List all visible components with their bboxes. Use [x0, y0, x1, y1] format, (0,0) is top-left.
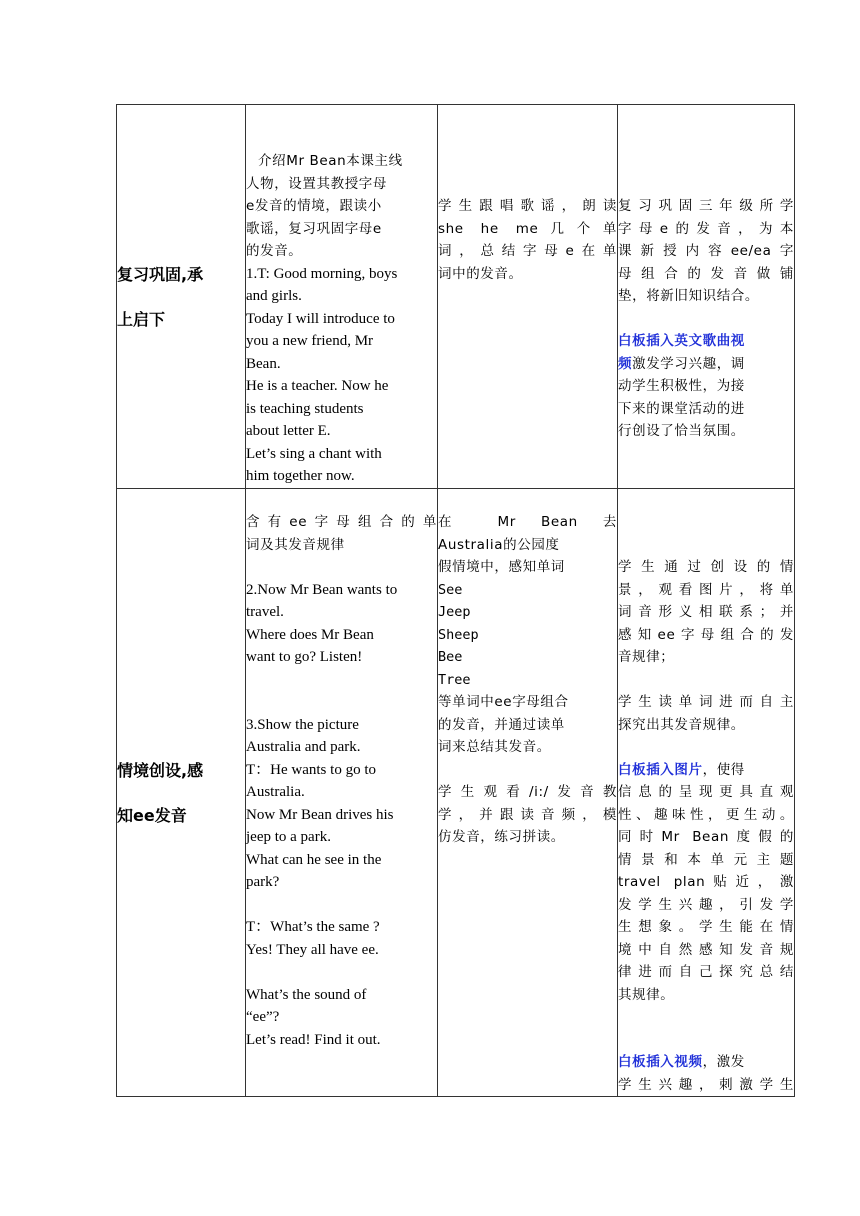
- whiteboard-highlight: 白板插入图片: [618, 761, 703, 778]
- table-row: [117, 489, 795, 1097]
- student-activity-cell: 学生跟唱歌谣，朗读 she he me几个单 词，总结字母e在单 词中的发音。: [438, 105, 618, 489]
- teacher-intro: 介绍Mr Bean本课主线 人物，设置其教授字母 e发音的情境，跟读小 歌谣，复习巩固字母e 的发音。: [246, 153, 403, 259]
- list-item: Bee: [438, 649, 463, 665]
- whiteboard-highlight: 白板插入视频: [618, 1054, 703, 1070]
- teacher-activity-cell: [246, 105, 438, 489]
- stage-line: 知ee发音: [117, 805, 187, 825]
- whiteboard-highlight: 频: [618, 355, 633, 372]
- purpose-cell: 复习巩固三年级所学 字母e的发音，为本 课新授内容ee/ea字 母组合的发音做铺 垫，将新旧知识结合。 白板插入英文歌曲视 频激发学习兴趣，调 动学生积极性，为接 下来的课堂活动的进 行创设了恰当氛围。: [618, 105, 795, 489]
- lesson-plan-table: [116, 104, 795, 1097]
- stage-line: 情境创设,感: [117, 760, 204, 780]
- whiteboard-highlight: 白板插入英文歌曲视: [618, 333, 745, 349]
- stage-cell: [117, 489, 246, 1097]
- stage-line: 上启下: [117, 309, 166, 329]
- teacher-script: 1.T: Good morning, boys and girls. Today I will introduce to you a new friend, Mr Bean. He is a teacher. Now he is teaching students about letter E. Let’s sing a chant with him together now.: [246, 265, 398, 484]
- purpose-cell: 学生通过创设的情 景，观看图片，将单 词音形义相联系；并 感知ee字母组合的发 音规律； 学生读单词进而自主 探究出其发音规律。 白板插入图片，使得 信息的呈现更具直观 性、趣味性，更生动。 同时Mr Bean度假的 情景和本单元主题 travel plan贴近，激 发学生兴趣，引发学 生想象。学生能在情 境中自然感知发音规 律进而自己探究总结 其规律。 白板插入视频，激发 学生兴趣，刺激学生: [618, 489, 795, 1097]
- student-activity-cell: 在 Mr Bean 去 Australia的公园度 假情境中，感知单词 See Jeep Sheep Bee Tree 等单词中ee字母组合 的发音，并通过读单 词来总结其发音。 学生观看/i:/发音教 学，并跟读音频，模 仿发音，练习拼读。: [438, 489, 618, 1097]
- table-row: [117, 105, 795, 489]
- word-list: [438, 579, 617, 692]
- list-item: Jeep: [438, 604, 471, 620]
- list-item: Tree: [438, 671, 471, 688]
- teacher-activity-cell: 含有ee字母组合的单 词及其发音规律 2.Now Mr Bean wants to travel. Where does Mr Bean want to go? Listen! 3.Show the picture Australia and park. T：He wants to go to Australia. Now Mr Bean drives his jeep to a park. What can he see in the park? T：What’s the same ? Yes! They all have ee. What’s the sound of “ee”? Let’s read! Find it out.: [246, 489, 438, 1097]
- stage-line: 复习巩固,承: [117, 264, 204, 284]
- list-item: See: [438, 581, 463, 598]
- list-item: Sheep: [438, 626, 479, 643]
- stage-cell: [117, 105, 246, 489]
